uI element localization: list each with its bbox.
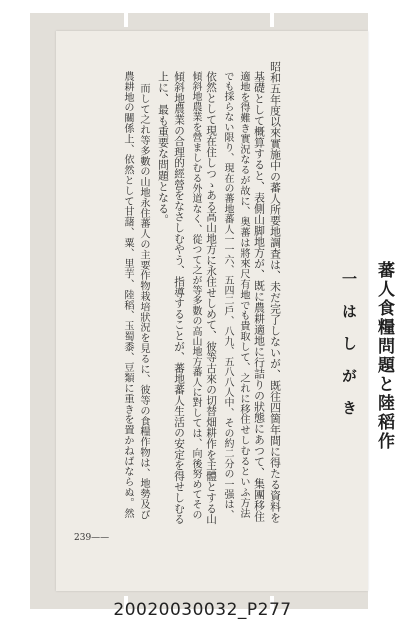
text-column: 適地を得難き實況なるが故に、奥蕃は將來尺有地でも貴取して、之れに移住せしむるといふ方法 [238, 71, 249, 519]
text-column: 依然として現在住しつゝある高山地方に永住せしめて、彼等古來の切替畑耕作を主體とする山 [205, 71, 217, 525]
image-caption: 20020030032_P277 [113, 600, 292, 620]
book-page [56, 31, 394, 591]
text-column: 基礎として概算すると、表側山脚地方が、既に農耕適地に行詰りの狀態にあつて、集團移住 [253, 71, 266, 522]
text-column: 傾斜地農業を營ましむる外道なく、從つて之が等多數の高山地方蕃人に對しては、向後努めてその [190, 71, 201, 520]
top-cut-mark [124, 13, 128, 27]
section-heading: 一 は し が き [340, 271, 358, 421]
text-column: 上に、最も重要な問題となる。 [157, 71, 170, 225]
top-cut-mark [270, 13, 274, 27]
text-column: 農耕地の關係上、依然として甘藷、粟、里芋、陸稻、玉蜀黍、豆類に重きを置かねばならぬ。然 [122, 71, 133, 519]
text-column: 傾斜地農業の合理的經營をなさしむやう、指導することが、蕃地蕃人生活の安定を得せしむる [173, 71, 185, 525]
text-column: 昭和五年度以來實施中の蕃人所要地調査は、未だ完了しないが、既往四箇年間に得たる資料を [269, 61, 282, 523]
text-column: 而して之れ等多數の山地永住蕃人の主要作物栽培狀況を見るに、彼等の食糧作物は、地勢及び [138, 83, 149, 520]
text-column: でも採らない限り、現在の蕃地蕃人一一六、五四二戶、八九、五八八人中、その約二分の一强は、 [222, 71, 233, 520]
chapter-title: 蕃人食糧問題と陸稻作 [374, 261, 394, 451]
page-number: 239—— [74, 533, 110, 543]
